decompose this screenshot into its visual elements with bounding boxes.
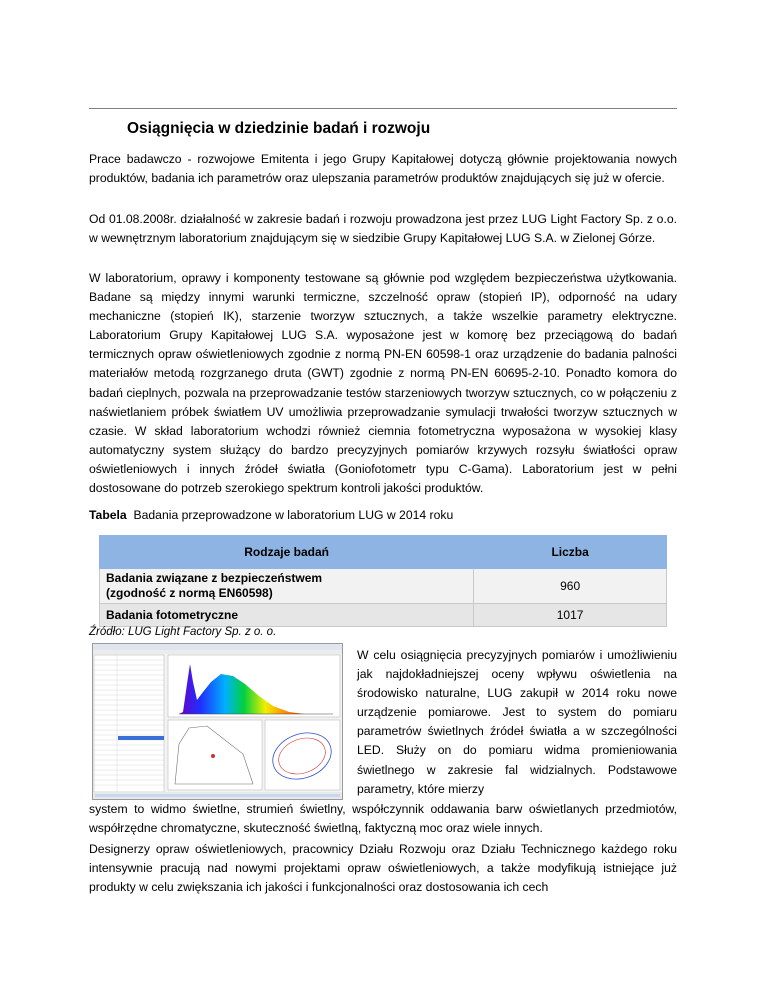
paragraph-5: Designerzy opraw oświetleniowych, pracownicy Działu Rozwoju oraz Działu Technicznego każdego roku intensywnie pracują nad nowymi projektami opraw oświetleniowych, a także modyfikują istniejące już produkty w celu zwiększania ich jakości i funkcjonalności oraz dostosowania ich cech [89,842,677,895]
row-photometric-name: Badania fotometryczne [100,604,474,627]
row-safety-name [100,569,474,604]
paragraph-2: Od 01.08.2008r. działalność w zakresie badań i rozwoju prowadzona jest przez LUG Light Factory Sp. z o.o. w wewnętrznym laboratorium znajdującym się w siedzibie Grupy Kapitałowej LUG S.A. w Zielonej Górze. [89,212,677,246]
table-caption-label: Tabela [89,508,127,522]
measurement-software-screenshot [92,643,343,800]
paragraph-3: W laboratorium, oprawy i komponenty testowane są głównie pod względem bezpieczeństwa użytkowania. Badane są między innymi warunki termiczne, szczelność opraw (stopień IP), odporność na udary mechaniczne (stopień IK), starzenie tworzyw sztucznych, a także wszelkie parametry elektryczne. Laboratorium Grupy Kapitałowej LUG S.A. wyposażone jest w komorę bez przeciągową do badań termicznych opraw oświetleniowych zgodnie z normą PN-EN 60598-1 oraz urządzenie do badania palności materiałów metodą rozgrzanego druta (GWT) zgodnie z normą PN-EN 60695-2-10. Ponadto komora do badań cieplnych, pozwala na przeprowadzanie testów starzeniowych tworzyw sztucznych, co w połączeniu z naświetlaniem próbek światłem UV umożliwia przeprowadzanie symulacji trwałości tworzyw sztucznych w czasie. W skład laboratorium wchodzi również ciemnia fotometryczna wyposażona w wysokiej klasy automatyczny system służący do bardzo precyzyjnych pomiarów krzywych rozsyłu światłości opraw oświetleniowych i innych źródeł światła (Goniofotometr typu C-Gama). Laboratorium jest w pełni dostosowane do potrzeb szerokiego spektrum kontroli jakości produktów. [89,271,677,496]
top-rule [89,108,677,109]
paragraph-4-wrapped: W celu osiągnięcia precyzyjnych pomiarów i umożliwieniu jak najdokładniejszej oceny wpływu oświetlenia na środowisko naturalne, LUG zakupił w 2014 roku nowe urządzenie pomiarowe. Jest to system do pomiaru parametrów świetlnych źródeł światła a w szczególności LED. Służy on do pomiaru widma promieniowania świetlnego w zakresie fal widzialnych. Podstawowe parametry, które mierzy [357,648,677,796]
paragraph-4-tail: system to widmo świetlne, strumień świetlny, współczynnik oddawania barw oświetlanych przedmiotów, współrzędne chromatyczne, skuteczność świetlną, faktyczną moc oraz wiele innych. [89,802,677,836]
row-safety-name-line2: (zgodność z normą EN60598) [106,586,273,600]
table-header-row [100,536,667,569]
table-source: Źródło: LUG Light Factory Sp. z o. o. [89,626,277,638]
table-row [100,604,667,627]
table-row [100,569,667,604]
software-screenshot-image [93,644,342,799]
table-caption-text: Badania przeprowadzone w laboratorium LUG w 2014 roku [133,508,454,522]
table-caption [89,508,453,522]
row-safety-name-line1: Badania związane z bezpieczeństwem [106,571,323,585]
paragraph-1: Prace badawczo - rozwojowe Emitenta i jego Grupy Kapitałowej dotyczą głównie projektowania nowych produktów, badania ich parametrów oraz ulepszania parametrów produktów znajdujących się już w ofercie. [89,152,677,186]
lab-tests-table [99,535,667,627]
row-photometric-value: 1017 [474,604,667,627]
header-count: Liczba [474,536,667,569]
row-safety-value: 960 [474,569,667,604]
section-heading: Osiągnięcia w dziedzinie badań i rozwoju [127,120,431,137]
header-test-types: Rodzaje badań [100,536,474,569]
